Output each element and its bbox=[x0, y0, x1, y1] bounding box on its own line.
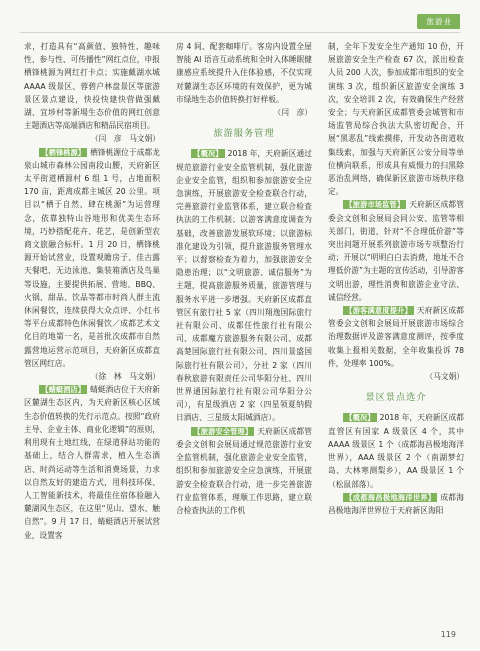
section-title: 景区景点选介 bbox=[365, 392, 427, 404]
author-credit: （徐 林 马文娟） bbox=[90, 372, 160, 382]
topic-tag: 【概况】 bbox=[345, 413, 375, 423]
paragraph bbox=[328, 411, 464, 490]
section-header-tag: 旅游业 bbox=[417, 14, 461, 29]
column-1 bbox=[24, 40, 160, 610]
topic-tag: 【旅游市场监管】 bbox=[345, 200, 405, 210]
page-number: 119 bbox=[440, 630, 456, 639]
paragraph-text: 天府新区成都管委会文创和会展局通过规范旅游行业安全监管机制，强化旅游企业安全监管，组织和参加旅游安全应急演练，开展旅游安全检查联合行动，进一步完善旅游行业监管体系，理顺工作思路，建立联合检查执法的工作机 bbox=[176, 426, 312, 515]
paragraph bbox=[24, 146, 160, 370]
paragraph-text: 天府新区成都管委会文创和会展局会同公安、监管等相关部门，街道，针对“不合理低价游”等突出问题开展系列旅游市场专项整治行动；开展以“明明白白去消费，地址不合理低价游”为主题的宣传活动，引导游客文明出游，理性消费和旅游企业守法、诚信经营。 bbox=[328, 200, 464, 302]
paragraph-text: 2018 年，天府新区通过规范旅游行业安全监管机制，强化旅游企业安全监管，组织和参加旅游安全应急演练，开展旅游安全检查联合行动，完善旅游行业监管体系，建立联合检查执法的工作机制；以游客满意度调查为基础，改善旅游发展软环境；以旅游标准化建设为引领，提升旅游服务管理水平；以督察检查为着力，加强旅游安全隐患治理；以“文明旅游、诚信服务”为主题，提高旅游服务质量，旅游管理与服务水平进一步增强。天府新区成都直管区有旅行社 5 家（四川翔逸国际旅行社有限公司、成都任性旅行社有限公司、成都魔方旅游服务有限公司、成都高楚国际旅行社有限公司、四川景盛国际旅行社有限公司），分社 2 家（四川春秋旅游有限责任公司华阳分社、四川世界通国际旅行社有限公司华阳分公司），有星级酒店 2 家（四星领夏纳假日酒店、三星级太阳城酒店）。 bbox=[176, 149, 312, 423]
paragraph-text: 2018 年，天府新区成都直管区有国家 A 级景区 4 个，其中 AAAA 级景区 1 个（成都海昌极地海洋世界），AAA 级景区 2 个（南湖梦幻岛、大林寒测梨乡），AA 级景区 1 个（松鼠部落）。 bbox=[328, 413, 464, 489]
author-credit: （闫 彦 马文娟） bbox=[90, 134, 160, 144]
section-title: 旅游服务管理 bbox=[213, 128, 275, 140]
paragraph-text: 天府新区成都管委会文创和会展局开展旅游市场综合治理数据评及游客满意度测评，按季度收集上报相关数据，全年收集投诉 78 件，处理率 100%。 bbox=[328, 306, 464, 368]
topic-tag: 【概况】 bbox=[193, 149, 223, 159]
paragraph bbox=[176, 425, 312, 517]
paragraph bbox=[328, 304, 464, 370]
paragraph: 房 4 间、配套咖啡厅。客房内设置全屋智能 AI 语音互动系统和全时入体睡眠健康感应系统提升入住体验感，不仅实现对麓湖生态区环境的有效保护，更为城市绿地生态价值转换打好样板。 bbox=[176, 42, 312, 104]
paragraph: 制，全年下发安全生产通知 10 份，开展旅游安全生产检查 67 次，派出检查人员 200 人次，参加成都市组织的安全演练 3 次，组织新区旅游安全演练 3 次，安全培训 2 次，有效确保生产经营安全；与天府新区成都管委会城管和市场监管局综合执法大队密切配合，开展“黑恶乱”线索摸排，开发动各街道收集线索，加强与天府新区公安分局等单位横向联系，形成具有威慑力的扫黑除恶治乱网络，确保新区旅游市场秩序稳定。 bbox=[328, 42, 464, 197]
topic-tag: 【游客满意度提升】 bbox=[345, 306, 412, 316]
paragraph bbox=[176, 147, 312, 424]
topic-tag: 【蜻蜓酒店】 bbox=[41, 385, 86, 395]
paragraph bbox=[328, 491, 464, 517]
column-2 bbox=[176, 40, 312, 610]
paragraph-text: 栖锋桃源位于成都龙泉山城市森林公园南段山腰，天府新区太平街道栖源村 6 组 1 号，占地面积 170 亩，距离成都主城区 20 公里。项目以“栖于自然、肆在桃源”为运营理念，依靠独特山谷地形和优美生态环境，巧妙搭配花卉、花艺，是创新型农商文旅融合标杆。1 月 20 日，栖锋桃源开始试营业，设置观瞻房子、佳古露天餐吧、无边泳池、集装箱酒店及鸟巢等设施，主要提供拓展、营地、BBQ、火锅、甜品、饮品等都市时尚人群主流休闲餐饮，连续获得大众点评、小红书等平台成都特色休闲餐饮／成都艺术文化目的地第一名，是首批次成都市自然露营地运营示范项目，天府新区成都直管区网红店。 bbox=[24, 147, 160, 368]
paragraph-text: 成都海昌极地海洋世界位于天府新区海阳 bbox=[328, 492, 464, 515]
paragraph: 求，打造具有“高颜值、独特性、趣味性、参与性、可传播性”网红点位，申报栖锋桃源为网红打卡点；实施戴湖水城 AAAA 级景区、蓉碧户林盘景区等旅游景区景点建设，快投快建快营做强戴湖、宜埗村等新場生态价值的网红创意主题酒店等高端酒店和精品民宿项目。 bbox=[24, 42, 160, 131]
topic-tag: 【栖锋桃源】 bbox=[41, 147, 86, 157]
paragraph bbox=[328, 198, 464, 304]
author-credit: （马文娟） bbox=[425, 372, 464, 382]
paragraph bbox=[24, 383, 160, 541]
author-credit: （闫 彦） bbox=[273, 108, 312, 118]
paragraph-text: 蜻蜓酒店位于天府新区麓湖生态区内，为天府新区核心区域生态价值转换的先行示范点。按照“政府主导、企业主体、商业化逻辑”的原则，利用现有土地红线，在绿道驿站功能的基础上，结合人群需求，植入生态酒店、时尚运动等生活和消费场景，力求以自然友好的建造方式，用科技环保、人工智能新技术，将最佳住宿体验融入麓湖风生态区，在这里“见山、望水、触自然”。9 月 17 日，蜻蜓酒店开展试营业，设置客 bbox=[24, 385, 160, 540]
header-rule bbox=[20, 32, 460, 33]
column-3 bbox=[328, 40, 464, 610]
topic-tag: 【旅游安全管理】 bbox=[193, 426, 253, 436]
topic-tag: 【成都海昌极地海洋世界】 bbox=[345, 492, 436, 502]
